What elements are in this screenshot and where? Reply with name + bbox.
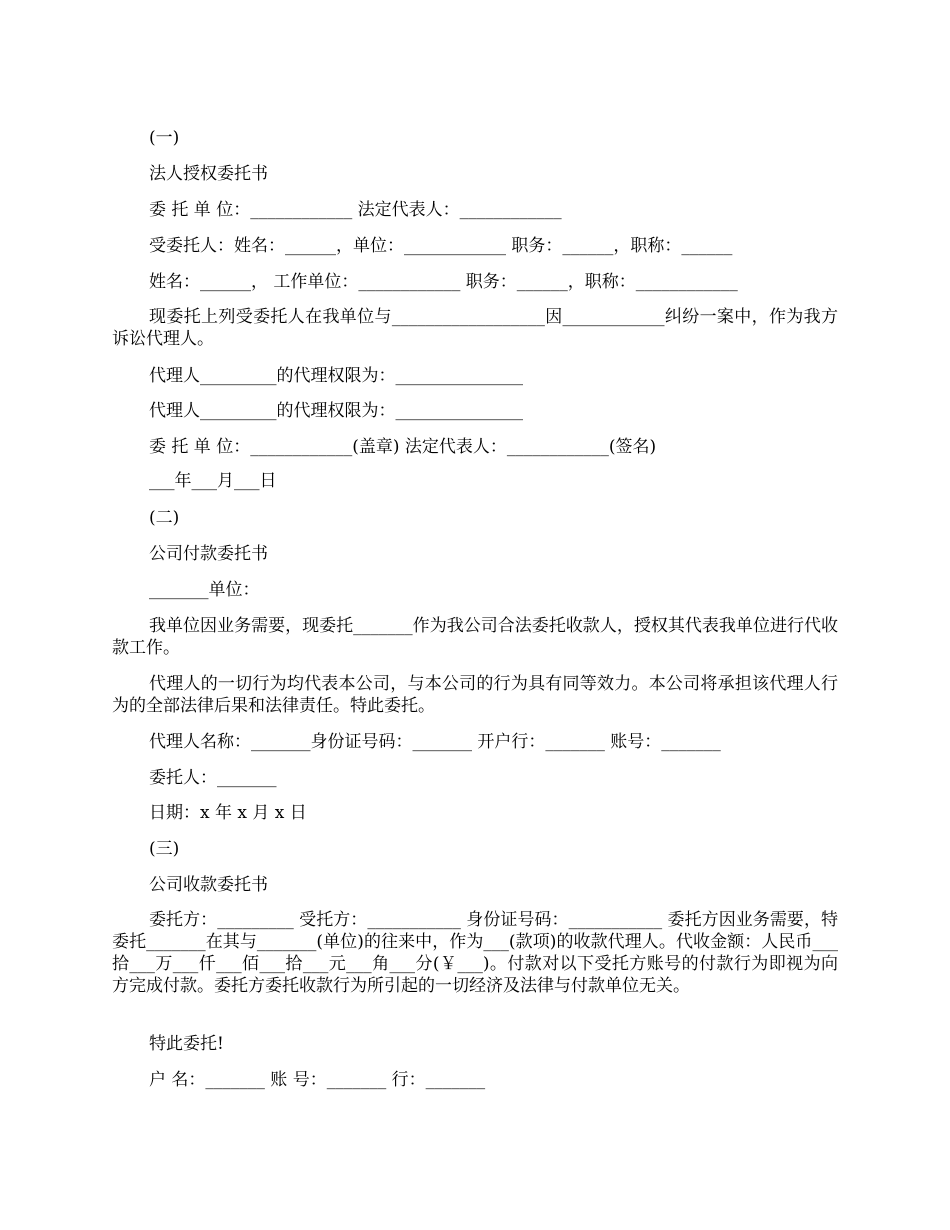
section-number: (二) <box>149 508 180 528</box>
principal-line: 委 托 单 位：____________ 法定代表人：____________ <box>149 200 562 220</box>
section-number: (三) <box>149 839 180 859</box>
agent-scope-line: 代理人_________的代理权限为：_______________ <box>149 401 523 421</box>
principal-line: 委托人：_______ <box>149 768 277 788</box>
collection-paragraph: 委托方：_________ 受托方：___________ 身份证号码：___________ 委托方因业务需要，特委托_______在其与_______(单位)的往来中，作为___(款项)的收款代理人。代收金额：人民币___拾___万___仟___佰___拾___元___角___分(￥___)。付款对以下受托方账号的付款行为即视为向方完成付款。委托方委托收款行为所引起的一切经济及法律与付款单位无关。 <box>112 910 838 996</box>
agent-line-1: 受委托人：姓名：______，单位：____________ 职务：______，职称：______ <box>149 236 733 256</box>
agent-info-line: 代理人名称：_______身份证号码：_______ 开户行：_______ 账号：_______ <box>149 732 721 752</box>
agent-line-2: 姓名：______， 工作单位：____________ 职务：______，职称：____________ <box>149 272 738 292</box>
date-line: 日期：x 年 x 月 x 日 <box>149 803 307 823</box>
liability-paragraph: 代理人的一切行为均代表本公司，与本公司的行为具有同等效力。本公司将承担该代理人行为的全部法律后果和法律责任。特此委托。 <box>112 674 838 716</box>
date-line: ___年___月___日 <box>149 471 277 491</box>
section-number: (一) <box>149 128 180 148</box>
payment-paragraph: 我单位因业务需要，现委托_______作为我公司合法委托收款人，授权其代表我单位进行代收款工作。 <box>112 616 838 658</box>
account-line: 户 名：_______ 账 号：_______ 行：_______ <box>149 1070 486 1090</box>
authorization-paragraph: 现委托上列受委托人在我单位与__________________因____________纠纷一案中，作为我方诉讼代理人。 <box>112 307 838 349</box>
addressee-line: _______单位： <box>149 580 260 600</box>
closing-line: 特此委托! <box>149 1034 224 1054</box>
section-title: 法人授权委托书 <box>149 164 268 184</box>
section-title: 公司收款委托书 <box>149 875 268 895</box>
agent-scope-line: 代理人_________的代理权限为：_______________ <box>149 366 523 386</box>
section-title: 公司付款委托书 <box>149 544 268 564</box>
signature-line: 委 托 单 位：____________(盖章) 法定代表人：____________(签名) <box>149 437 657 457</box>
